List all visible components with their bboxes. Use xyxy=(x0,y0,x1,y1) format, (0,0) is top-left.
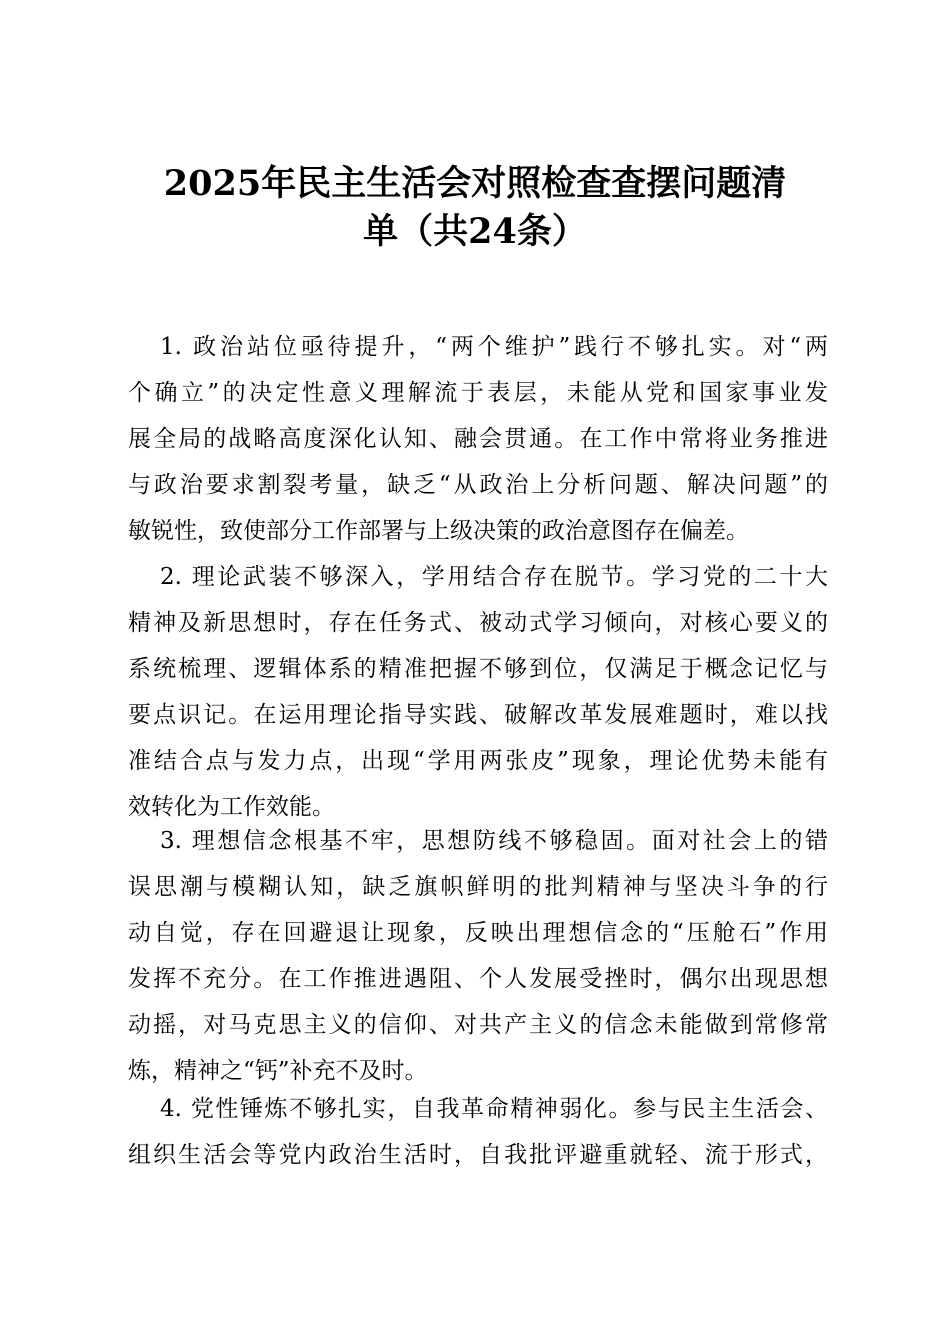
issue-2-line: 效转化为工作效能。 xyxy=(128,794,335,820)
issue-2-line: 精神及新思想时，存在任务式、被动式学习倾向，对核心要义的 xyxy=(128,610,828,636)
issue-item-3 xyxy=(128,818,828,1094)
issue-2-line: 2. 理论武装不够深入，学用结合存在脱节。学习党的二十大 xyxy=(160,564,828,590)
issue-2-line: 准结合点与发力点，出现“学用两张皮”现象，理论优势未能有 xyxy=(128,748,828,774)
issue-item-2 xyxy=(128,554,828,830)
issue-4-line: 4. 党性锤炼不够扎实，自我革命精神弱化。参与民主生活会、 xyxy=(160,1096,828,1122)
issue-item-1 xyxy=(128,324,828,554)
issue-3-line: 动摇，对马克思主义的信仰、对共产主义的信念未能做到常修常 xyxy=(128,1012,828,1038)
issue-1-line: 敏锐性，致使部分工作部署与上级决策的政治意图存在偏差。 xyxy=(128,518,749,544)
issue-1-line: 个确立”的决定性意义理解流于表层，未能从党和国家事业发 xyxy=(128,380,828,406)
issue-3-line: 发挥不充分。在工作推进遇阻、个人发展受挫时，偶尔出现思想 xyxy=(128,966,828,992)
issue-2-line: 要点识记。在运用理论指导实践、破解改革发展难题时，难以找 xyxy=(128,702,828,728)
issue-1-line: 与政治要求割裂考量，缺乏“从政治上分析问题、解决问题”的 xyxy=(128,472,828,498)
issue-3-line: 动自觉，存在回避退让现象，反映出理想信念的“压舱石”作用 xyxy=(128,920,828,946)
issue-1-line: 1. 政治站位亟待提升，“两个维护”践行不够扎实。对“两 xyxy=(160,334,828,360)
issue-1-line: 展全局的战略高度深化认知、融会贯通。在工作中常将业务推进 xyxy=(128,426,828,452)
issue-2-line: 系统梳理、逻辑体系的精准把握不够到位，仅满足于概念记忆与 xyxy=(128,656,828,682)
issue-3-line: 误思潮与模糊认知，缺乏旗帜鲜明的批判精神与坚决斗争的行 xyxy=(128,874,828,900)
issue-item-4 xyxy=(128,1086,828,1178)
document-title-line-2: 单（共24条） xyxy=(363,211,587,252)
issue-3-line: 炼，精神之“钙”补充不及时。 xyxy=(128,1058,428,1084)
document-title-line-1: 2025年民主生活会对照检查查摆问题清 xyxy=(163,163,787,204)
issue-3-line: 3. 理想信念根基不牢，思想防线不够稳固。面对社会上的错 xyxy=(160,828,828,854)
issue-4-line: 组织生活会等党内政治生活时，自我批评避重就轻、流于形式， xyxy=(128,1142,828,1168)
